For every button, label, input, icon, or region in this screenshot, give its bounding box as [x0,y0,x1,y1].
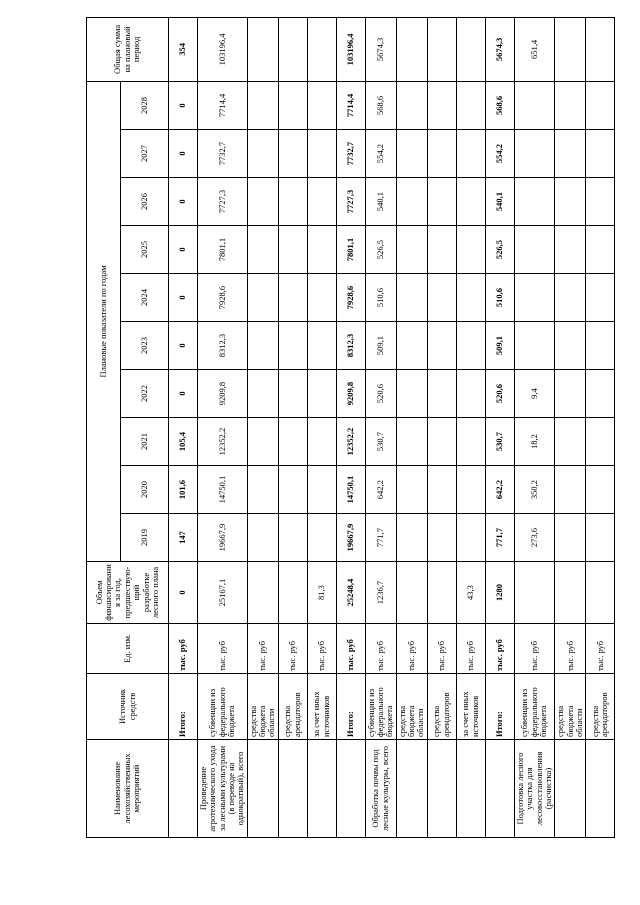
cell-total: 103196,4 [198,17,248,81]
cell-year-value [586,370,615,418]
cell-year-value [456,130,485,178]
cell-year-value: 568,6 [485,81,514,129]
cell-year-value [247,130,278,178]
cell-year-value [456,370,485,418]
cell-year-value [247,226,278,274]
table-row [278,17,307,837]
forestry-finance-table [86,17,615,838]
cell-year-value [396,322,427,370]
cell-total [586,17,615,81]
cell-year-value [278,130,307,178]
cell-source: Итого: [485,674,514,740]
cell-year-value [555,130,586,178]
table-row [514,17,554,837]
cell-year-value: 14750,1 [336,466,365,514]
cell-year-value [247,514,278,562]
cell-year-value [586,178,615,226]
cell-year-value [555,81,586,129]
cell-year-value: 771,7 [365,514,396,562]
cell-year-value [456,81,485,129]
header-year: 2027 [121,130,169,178]
cell-unit: тыс. руб [336,624,365,674]
cell-year-value: 642,2 [485,466,514,514]
header-year: 2024 [121,274,169,322]
cell-unit: тыс. руб [307,624,336,674]
cell-year-value [307,178,336,226]
cell-year-value [427,178,456,226]
cell-volume [586,562,615,624]
cell-source: за счет иных источников [307,674,336,740]
cell-year-value: 8312,3 [198,322,248,370]
cell-year-value [427,274,456,322]
cell-unit: тыс. руб [586,624,615,674]
cell-year-value [307,274,336,322]
cell-year-value [427,226,456,274]
cell-year-value [396,466,427,514]
cell-unit: тыс. руб [278,624,307,674]
cell-total [247,17,278,81]
cell-year-value [396,81,427,129]
cell-year-value [278,81,307,129]
cell-source: средства арендаторов [278,674,307,740]
cell-year-value [427,514,456,562]
cell-year-value [247,178,278,226]
cell-year-value [247,466,278,514]
cell-year-value [307,418,336,466]
cell-year-value: 8312,3 [336,322,365,370]
cell-year-value [247,81,278,129]
table-row [586,17,615,837]
cell-year-value [555,322,586,370]
header-row-1 [87,17,121,837]
cell-volume: 1236,7 [365,562,396,624]
table-row [365,17,396,837]
cell-volume: 1280 [485,562,514,624]
cell-activity-name: Проведение агротехнического ухода за лесными культурами (в переводе на однократный), всего [198,740,248,838]
cell-year-value [456,226,485,274]
cell-volume [278,562,307,624]
cell-year-value [307,226,336,274]
cell-year-value: 7928,6 [198,274,248,322]
cell-source: средства бюджета области [396,674,427,740]
table-row [456,17,485,837]
cell-source: средства бюджета области [555,674,586,740]
cell-year-value [427,370,456,418]
cell-unit: тыс. руб [514,624,554,674]
cell-year-value: 101,6 [169,466,198,514]
cell-year-value [555,466,586,514]
cell-year-value: 0 [169,226,198,274]
cell-year-value: 7732,7 [336,130,365,178]
cell-year-value [307,514,336,562]
cell-year-value [555,178,586,226]
cell-year-value [278,514,307,562]
cell-year-value [396,514,427,562]
cell-year-value: 14750,1 [198,466,248,514]
cell-year-value: 0 [169,81,198,129]
cell-year-value [247,370,278,418]
table-row [427,17,456,837]
cell-unit: тыс. руб [365,624,396,674]
cell-year-value [586,130,615,178]
header-year: 2020 [121,466,169,514]
cell-year-value: 12352,2 [198,418,248,466]
cell-total: 103196,4 [336,17,365,81]
cell-year-value [555,514,586,562]
cell-year-value: 7801,1 [336,226,365,274]
cell-year-value [586,322,615,370]
cell-total: 354 [169,17,198,81]
cell-year-value [396,226,427,274]
cell-year-value: 7732,7 [198,130,248,178]
cell-year-value [247,274,278,322]
cell-year-value: 526,5 [365,226,396,274]
cell-total [396,17,427,81]
table-row [169,17,198,837]
cell-volume [427,562,456,624]
cell-unit: тыс. руб [169,624,198,674]
cell-activity-name [336,740,365,838]
table-row [555,17,586,837]
cell-volume [247,562,278,624]
cell-year-value [427,130,456,178]
cell-year-value [278,178,307,226]
header-year: 2019 [121,514,169,562]
cell-total [555,17,586,81]
cell-year-value [555,274,586,322]
cell-year-value: 7801,1 [198,226,248,274]
cell-volume [555,562,586,624]
cell-activity-name [247,740,278,838]
header-unit: Ед. изм. [87,624,169,674]
cell-year-value: 7714,4 [336,81,365,129]
cell-year-value: 12352,2 [336,418,365,466]
cell-year-value [307,322,336,370]
cell-year-value [278,322,307,370]
cell-source: субвенции из федерального бюджета [198,674,248,740]
cell-year-value [278,466,307,514]
cell-year-value [456,466,485,514]
cell-year-value [514,130,554,178]
cell-year-value: 19667,9 [198,514,248,562]
cell-unit: тыс. руб [485,624,514,674]
cell-year-value [278,274,307,322]
cell-volume: 25248,4 [336,562,365,624]
cell-source: Итого: [169,674,198,740]
cell-year-value [555,418,586,466]
cell-activity-name [555,740,586,838]
cell-year-value: 7727,3 [336,178,365,226]
cell-volume: 0 [169,562,198,624]
cell-unit: тыс. руб [427,624,456,674]
cell-year-value [456,322,485,370]
cell-year-value [278,418,307,466]
cell-activity-name [396,740,427,838]
cell-total [278,17,307,81]
cell-year-value: 520,6 [365,370,396,418]
header-year: 2028 [121,81,169,129]
cell-volume: 25167,1 [198,562,248,624]
cell-year-value [247,322,278,370]
cell-year-value [396,370,427,418]
cell-source: средства арендаторов [586,674,615,740]
cell-year-value [396,178,427,226]
cell-year-value: 526,5 [485,226,514,274]
cell-year-value: 0 [169,130,198,178]
header-source: Источник средств [87,674,169,740]
cell-total [307,17,336,81]
cell-activity-name [485,740,514,838]
cell-year-value: 509,1 [365,322,396,370]
cell-source: за счет иных источников [456,674,485,740]
cell-year-value [514,322,554,370]
cell-activity-name [307,740,336,838]
cell-year-value: 7727,3 [198,178,248,226]
rotated-page [86,18,610,838]
cell-activity-name [169,740,198,838]
cell-year-value: 554,2 [485,130,514,178]
cell-activity-name [586,740,615,838]
cell-source: средства бюджета области [247,674,278,740]
cell-year-value: 9209,8 [198,370,248,418]
cell-year-value [586,81,615,129]
cell-activity-name [456,740,485,838]
cell-year-value [307,466,336,514]
cell-source: субвенции из федерального бюджета [514,674,554,740]
cell-year-value [456,274,485,322]
cell-year-value: 0 [169,322,198,370]
header-planned: Плановые показатели по годам [87,81,121,561]
cell-year-value [586,274,615,322]
cell-year-value [307,130,336,178]
header-year: 2025 [121,226,169,274]
table-row [307,17,336,837]
cell-year-value: 0 [169,178,198,226]
cell-year-value [456,178,485,226]
cell-activity-name: Подготовка лесного участка для лесовосстановления (расчистка) [514,740,554,838]
header-volume: Объем финансировани я за год, предшествую- щий разработке лесного плана [87,562,169,624]
cell-activity-name [427,740,456,838]
cell-year-value: 0 [169,370,198,418]
cell-year-value: 540,1 [365,178,396,226]
cell-volume [514,562,554,624]
cell-year-value: 273,6 [514,514,554,562]
cell-year-value [586,466,615,514]
table-row [336,17,365,837]
cell-unit: тыс. руб [456,624,485,674]
cell-year-value [427,322,456,370]
cell-year-value: 510,6 [485,274,514,322]
cell-unit: тыс. руб [198,624,248,674]
header-total: Общая сумма на плановый период [87,17,169,81]
cell-volume: 81,3 [307,562,336,624]
table-body [169,17,615,837]
cell-year-value [586,514,615,562]
cell-year-value [514,81,554,129]
cell-unit: тыс. руб [555,624,586,674]
cell-year-value: 510,6 [365,274,396,322]
cell-year-value [456,418,485,466]
cell-year-value [586,226,615,274]
table-row [198,17,248,837]
cell-year-value [456,514,485,562]
cell-year-value: 509,1 [485,322,514,370]
cell-year-value: 9209,8 [336,370,365,418]
cell-year-value: 0 [169,274,198,322]
cell-activity-name: Обработка почвы под лесные культуры, всего [365,740,396,838]
cell-unit: тыс. руб [396,624,427,674]
header-year: 2023 [121,322,169,370]
cell-total: 5674,3 [365,17,396,81]
cell-year-value: 18,2 [514,418,554,466]
cell-year-value [514,178,554,226]
cell-year-value [586,418,615,466]
header-year: 2022 [121,370,169,418]
cell-year-value: 9,4 [514,370,554,418]
table-row [247,17,278,837]
cell-year-value: 530,7 [365,418,396,466]
cell-year-value [514,226,554,274]
cell-year-value: 105,4 [169,418,198,466]
cell-year-value [278,226,307,274]
cell-year-value [307,370,336,418]
cell-year-value [514,274,554,322]
cell-year-value: 520,6 [485,370,514,418]
cell-year-value [555,370,586,418]
cell-year-value: 147 [169,514,198,562]
cell-volume: 43,3 [456,562,485,624]
cell-year-value: 7928,6 [336,274,365,322]
cell-year-value: 568,6 [365,81,396,129]
cell-year-value [307,81,336,129]
cell-year-value [247,418,278,466]
cell-volume [396,562,427,624]
header-name: Наименование лесохозяйственных мероприятий [87,740,169,838]
cell-activity-name [278,740,307,838]
cell-year-value: 554,2 [365,130,396,178]
cell-year-value [427,466,456,514]
cell-year-value [427,418,456,466]
cell-total: 651,4 [514,17,554,81]
cell-year-value [396,418,427,466]
cell-source: субвенции из федерального бюджета [365,674,396,740]
table-row [485,17,514,837]
cell-source: средства арендаторов [427,674,456,740]
cell-year-value: 540,1 [485,178,514,226]
cell-year-value: 7714,4 [198,81,248,129]
cell-year-value [427,81,456,129]
cell-year-value: 771,7 [485,514,514,562]
cell-year-value: 19667,9 [336,514,365,562]
cell-year-value: 350,2 [514,466,554,514]
cell-year-value [555,226,586,274]
cell-total [427,17,456,81]
cell-year-value: 530,7 [485,418,514,466]
header-year: 2026 [121,178,169,226]
cell-total [456,17,485,81]
cell-source: Итого: [336,674,365,740]
header-year: 2021 [121,418,169,466]
table-row [396,17,427,837]
cell-total: 5674,3 [485,17,514,81]
cell-year-value [396,130,427,178]
cell-unit: тыс. руб [247,624,278,674]
cell-year-value [396,274,427,322]
cell-year-value [278,370,307,418]
cell-year-value: 642,2 [365,466,396,514]
